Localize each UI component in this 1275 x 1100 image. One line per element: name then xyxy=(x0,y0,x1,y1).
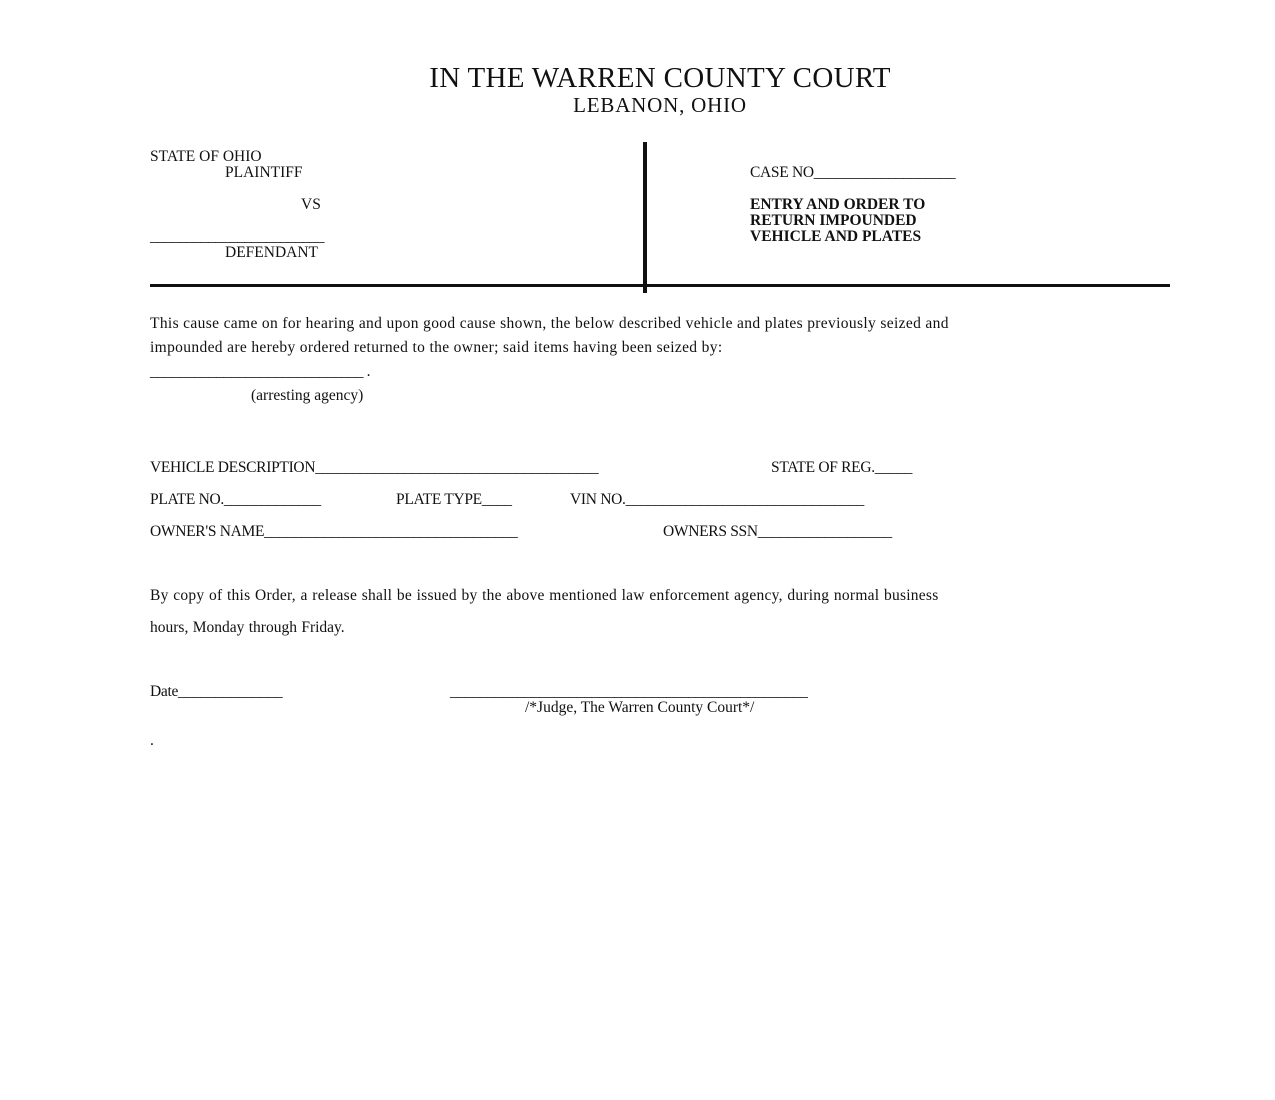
court-title: IN THE WARREN COUNTY COURT xyxy=(429,62,891,94)
case-number-field[interactable]: CASE NO___________________ xyxy=(750,164,956,181)
plaintiff-name: STATE OF OHIO xyxy=(150,148,262,165)
caption-vertical-divider xyxy=(643,142,647,293)
order-text-line-2: impounded are hereby ordered returned to the owner; said items having been seized by: xyxy=(150,339,723,356)
document-title-line-2: RETURN IMPOUNDED xyxy=(750,212,917,229)
release-text-line-2: hours, Monday through Friday. xyxy=(150,619,345,636)
versus-label: VS xyxy=(301,196,321,213)
plaintiff-label: PLAINTIFF xyxy=(225,164,303,181)
defendant-label: DEFENDANT xyxy=(225,244,318,261)
plate-number-field[interactable]: PLATE NO._____________ xyxy=(150,491,321,508)
judge-signature-line[interactable]: ________________________________________________ xyxy=(450,683,808,700)
order-text-line-1: This cause came on for hearing and upon good cause shown, the below described vehicle and plates previously seized and xyxy=(150,315,949,332)
owners-name-field[interactable]: OWNER'S NAME__________________________________ xyxy=(150,523,518,540)
caption-horizontal-divider xyxy=(150,284,1170,287)
release-text-line-1: By copy of this Order, a release shall be issued by the above mentioned law enforcement agency, during normal business xyxy=(150,587,939,604)
vin-number-field[interactable]: VIN NO.________________________________ xyxy=(570,491,864,508)
document-title-line-3: VEHICLE AND PLATES xyxy=(750,228,922,245)
trailing-period: . xyxy=(150,732,154,749)
defendant-blank[interactable]: ________________________ xyxy=(150,228,324,245)
judge-signature-label: /*Judge, The Warren County Court*/ xyxy=(525,699,755,716)
arresting-agency-label: (arresting agency) xyxy=(251,387,364,404)
owners-ssn-field[interactable]: OWNERS SSN__________________ xyxy=(663,523,892,540)
document-title-line-1: ENTRY AND ORDER TO xyxy=(750,196,926,213)
court-location: LEBANON, OHIO xyxy=(573,93,747,117)
state-of-registration-field[interactable]: STATE OF REG._____ xyxy=(771,459,913,476)
date-field[interactable]: Date______________ xyxy=(150,683,283,700)
plate-type-field[interactable]: PLATE TYPE____ xyxy=(396,491,512,508)
arresting-agency-blank[interactable]: _____________________________ . xyxy=(150,363,371,380)
vehicle-description-field[interactable]: VEHICLE DESCRIPTION______________________________________ xyxy=(150,459,599,476)
